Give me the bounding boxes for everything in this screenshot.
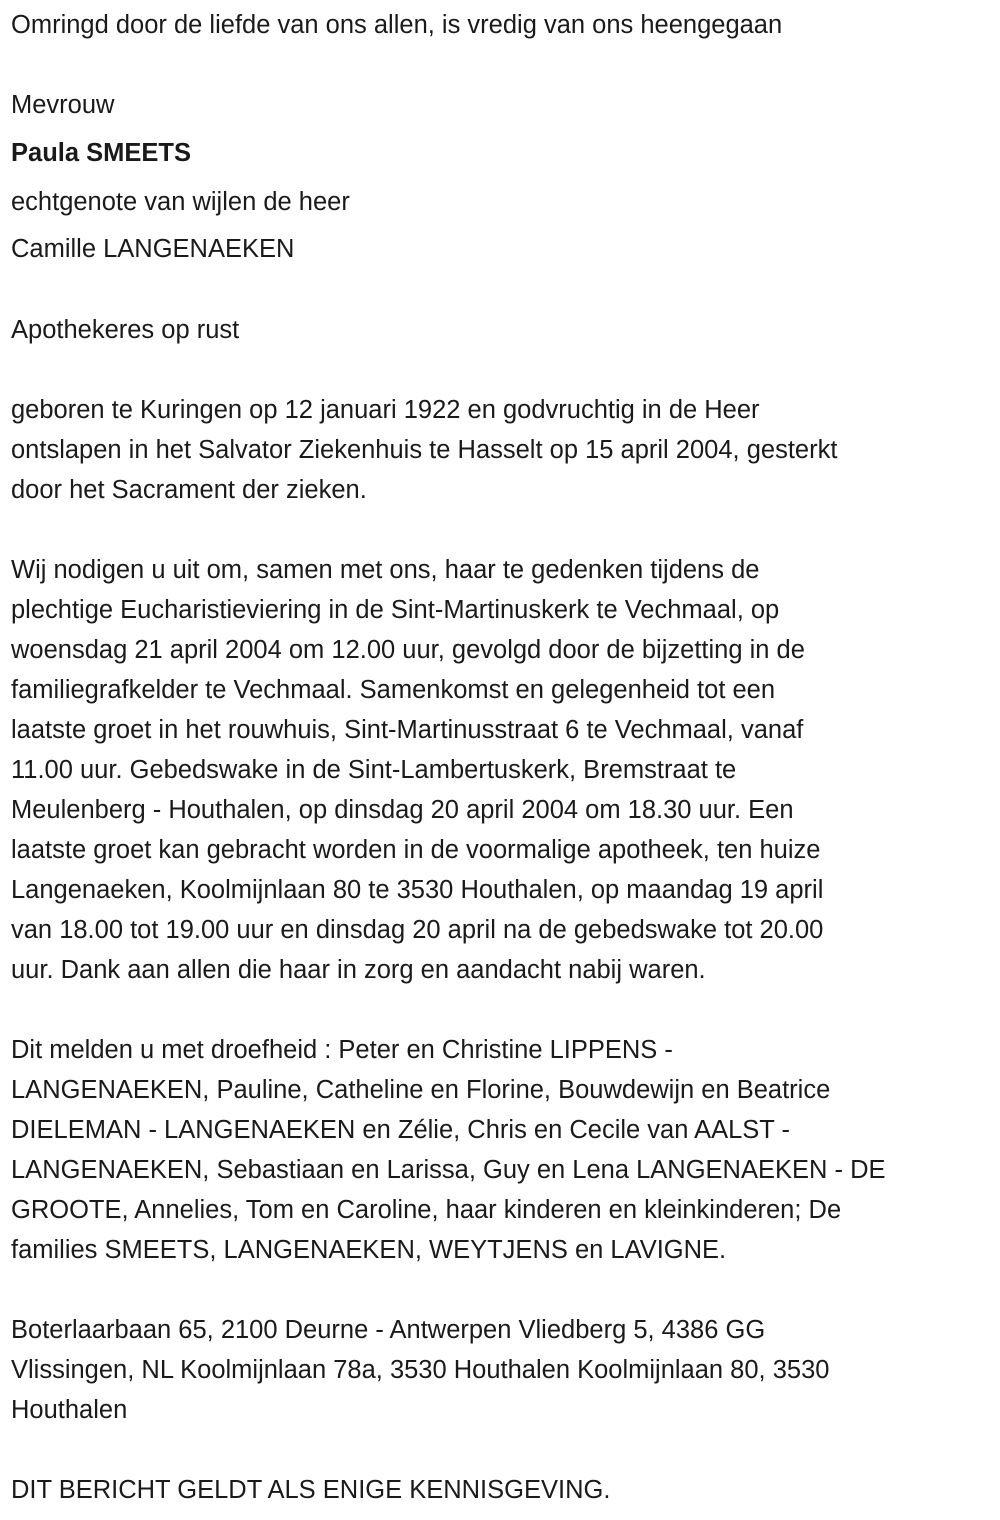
spouse-intro-line: echtgenote van wijlen de heer	[11, 188, 350, 216]
paragraph-line: laatste groet kan gebracht worden in de voormalige apotheek, ten huize	[11, 836, 821, 864]
notice-line: DIT BERICHT GELDT ALS ENIGE KENNISGEVING.	[11, 1476, 611, 1504]
paragraph-line: uur. Dank aan allen die haar in zorg en aandacht nabij waren.	[11, 956, 706, 984]
paragraph-line: van 18.00 tot 19.00 uur en dinsdag 20 april na de gebedswake tot 20.00	[11, 916, 824, 944]
paragraph-line: GROOTE, Annelies, Tom en Caroline, haar kinderen en kleinkinderen; De	[11, 1196, 842, 1224]
paragraph-line: Boterlaarbaan 65, 2100 Deurne - Antwerpen Vliedberg 5, 4386 GG	[11, 1316, 766, 1344]
addresses-paragraph	[11, 1310, 829, 1430]
paragraph-line: families SMEETS, LANGENAEKEN, WEYTJENS en LAVIGNE.	[11, 1236, 727, 1264]
paragraph-line: Vlissingen, NL Koolmijnlaan 78a, 3530 Houthalen Koolmijnlaan 80, 3530	[11, 1356, 830, 1384]
spouse-name	[11, 229, 294, 269]
paragraph-line: ontslapen in het Salvator Ziekenhuis te Hasselt op 15 april 2004, gesterkt	[11, 436, 838, 464]
paragraph-line: familiegrafkelder te Vechmaal. Samenkomst en gelegenheid tot een	[11, 676, 776, 704]
paragraph-line: LANGENAEKEN, Sebastiaan en Larissa, Guy en Lena LANGENAEKEN - DE	[11, 1156, 886, 1184]
intro-text	[11, 5, 782, 45]
paragraph-line: Langenaeken, Koolmijnlaan 80 te 3530 Houthalen, op maandag 19 april	[11, 876, 824, 904]
paragraph-line: geboren te Kuringen op 12 januari 1922 en godvruchtig in de Heer	[11, 396, 760, 424]
deceased-name	[11, 133, 191, 173]
paragraph-line: door het Sacrament der zieken.	[11, 476, 367, 504]
spouse-intro	[11, 182, 350, 222]
ceremony-paragraph	[11, 550, 823, 990]
paragraph-line: laatste groet in het rouwhuis, Sint-Martinusstraat 6 te Vechmaal, vanaf	[11, 716, 804, 744]
paragraph-line: 11.00 uur. Gebedswake in de Sint-Lambertuskerk, Bremstraat te	[11, 756, 737, 784]
paragraph-line: LANGENAEKEN, Pauline, Catheline en Florine, Bouwdewijn en Beatrice	[11, 1076, 831, 1104]
spouse-name-line: Camille LANGENAEKEN	[11, 235, 295, 263]
profession-line: Apothekeres op rust	[11, 316, 240, 344]
family-paragraph	[11, 1030, 886, 1270]
paragraph-line: woensdag 21 april 2004 om 12.00 uur, gevolgd door de bijzetting in de	[11, 636, 805, 664]
intro-line: Omringd door de liefde van ons allen, is vredig van ons heengegaan	[11, 11, 783, 39]
paragraph-line: Houthalen	[11, 1396, 128, 1424]
salutation	[11, 85, 114, 125]
profession	[11, 310, 239, 350]
birth-death-paragraph	[11, 390, 837, 510]
paragraph-line: Wij nodigen u uit om, samen met ons, haar te gedenken tijdens de	[11, 556, 760, 584]
paragraph-line: Dit melden u met droefheid : Peter en Christine LIPPENS -	[11, 1036, 673, 1064]
paragraph-line: Meulenberg - Houthalen, op dinsdag 20 april 2004 om 18.30 uur. Een	[11, 796, 794, 824]
name-line: Paula SMEETS	[11, 139, 191, 167]
notice	[11, 1470, 610, 1510]
paragraph-line: DIELEMAN - LANGENAEKEN en Zélie, Chris en Cecile van AALST -	[11, 1116, 790, 1144]
salutation-line: Mevrouw	[11, 91, 115, 119]
paragraph-line: plechtige Eucharistieviering in de Sint-Martinuskerk te Vechmaal, op	[11, 596, 780, 624]
